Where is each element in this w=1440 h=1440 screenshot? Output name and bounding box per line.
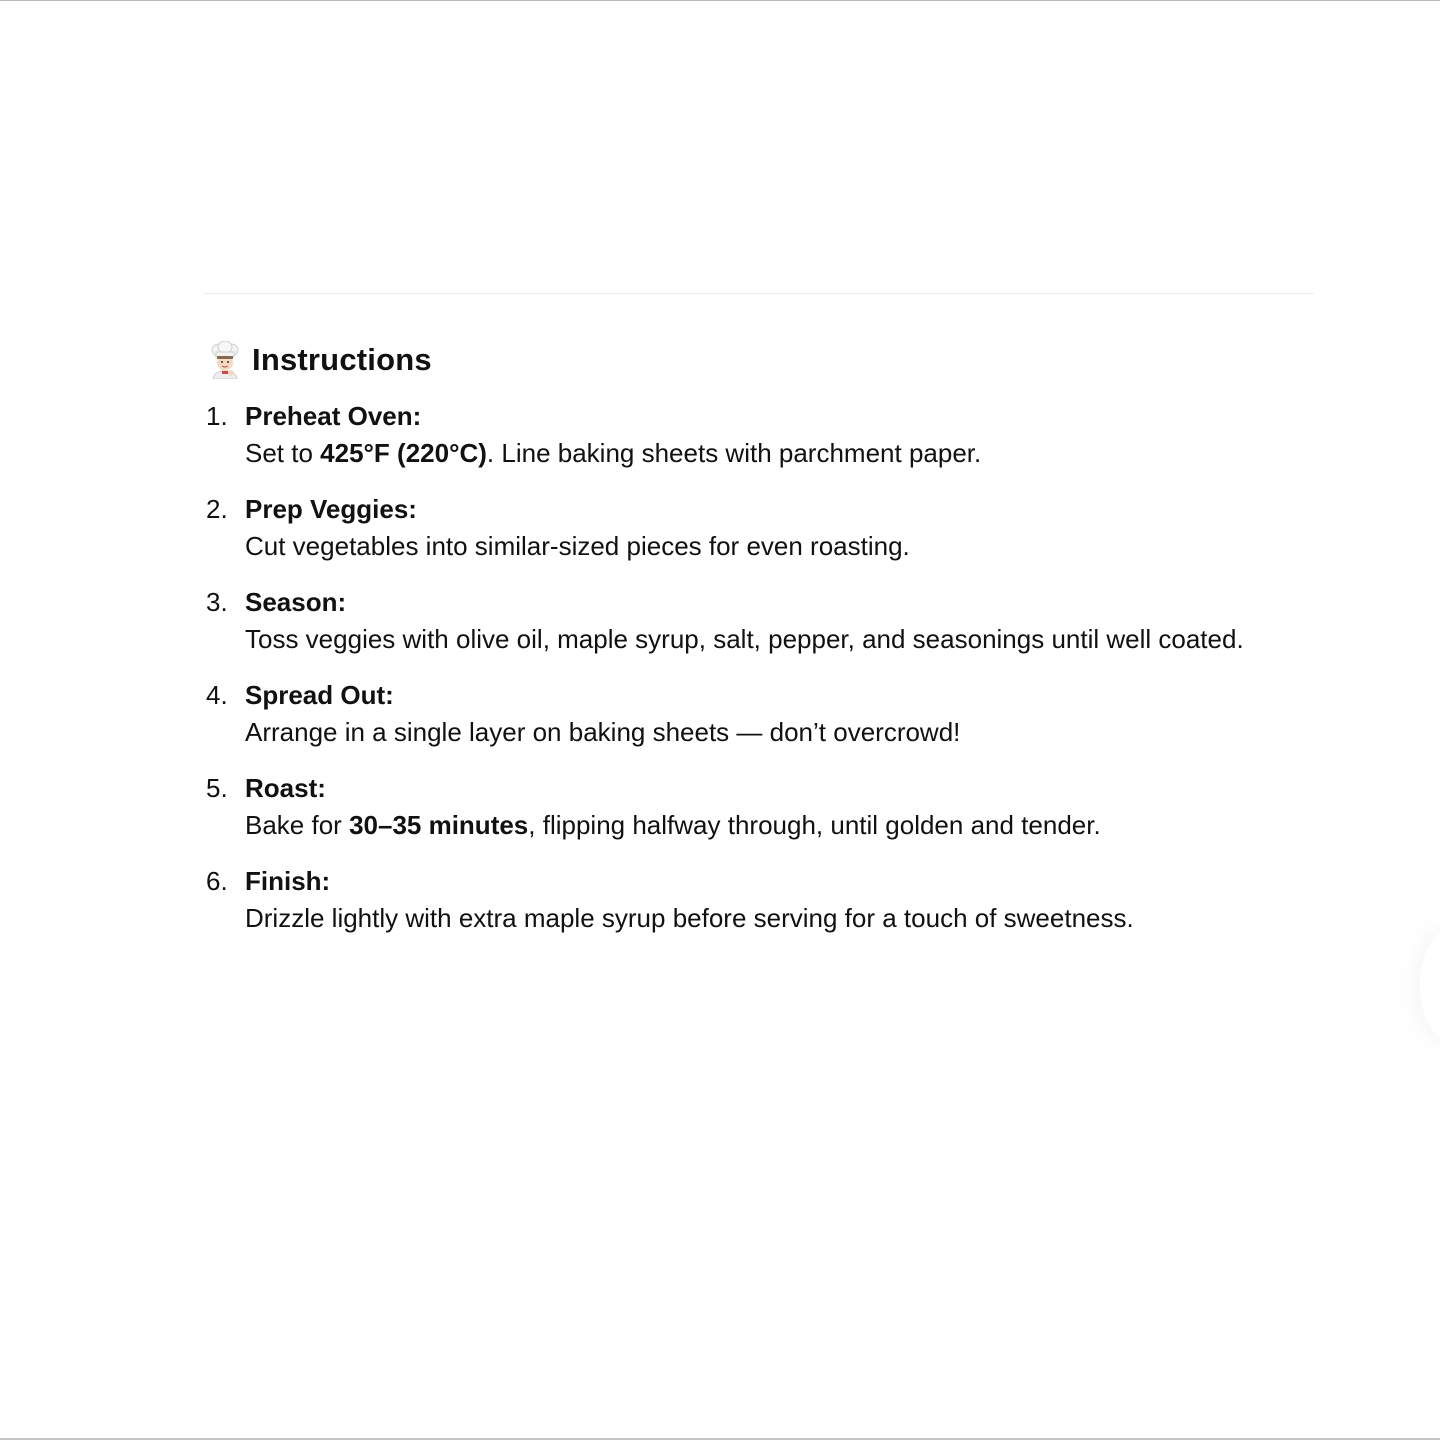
step-item — [204, 863, 1304, 937]
step-body — [245, 807, 1285, 844]
chef-icon — [208, 341, 242, 379]
step-body: Arrange in a single layer on baking sheets — don’t overcrowd! — [245, 717, 961, 747]
section-title: Instructions — [252, 342, 432, 377]
section-divider — [204, 293, 1314, 294]
step-text: , flipping halfway through, until golden and tender. — [528, 810, 1101, 840]
step-body: Cut vegetables into similar-sized pieces for even roasting. — [245, 531, 910, 561]
step-title: Prep Veggies: — [245, 494, 417, 524]
step-text: Set to — [245, 438, 321, 468]
step-item — [204, 584, 1304, 658]
step-item — [204, 491, 1304, 565]
step-text: Bake for — [245, 810, 350, 840]
edge-shadow — [1420, 930, 1440, 1040]
step-temperature: 425°F (220°C) — [320, 438, 487, 468]
step-number: 4. — [206, 680, 228, 710]
step-body: Toss veggies with olive oil, maple syrup, salt, pepper, and seasonings until well coated. — [245, 624, 1244, 654]
step-number: 3. — [206, 587, 228, 617]
step-text: . Line baking sheets with parchment paper. — [486, 438, 982, 468]
step-number: 6. — [206, 866, 228, 896]
step-body — [245, 435, 1285, 472]
step-item — [204, 770, 1304, 844]
screen-top-edge — [0, 0, 1440, 1]
step-number: 1. — [206, 401, 228, 431]
instructions-list — [204, 398, 1304, 956]
step-item — [204, 677, 1304, 751]
step-duration: 30–35 minutes — [349, 810, 529, 840]
step-title: Preheat Oven: — [245, 401, 422, 431]
step-title: Roast: — [245, 773, 326, 803]
step-body: Drizzle lightly with extra maple syrup before serving for a touch of sweetness. — [245, 903, 1134, 933]
step-number: 5. — [206, 773, 228, 803]
step-title: Finish: — [245, 866, 331, 896]
step-item — [204, 398, 1304, 472]
step-title: Season: — [245, 587, 347, 617]
step-title: Spread Out: — [245, 680, 394, 710]
instructions-heading — [208, 338, 432, 382]
step-number: 2. — [206, 494, 228, 524]
